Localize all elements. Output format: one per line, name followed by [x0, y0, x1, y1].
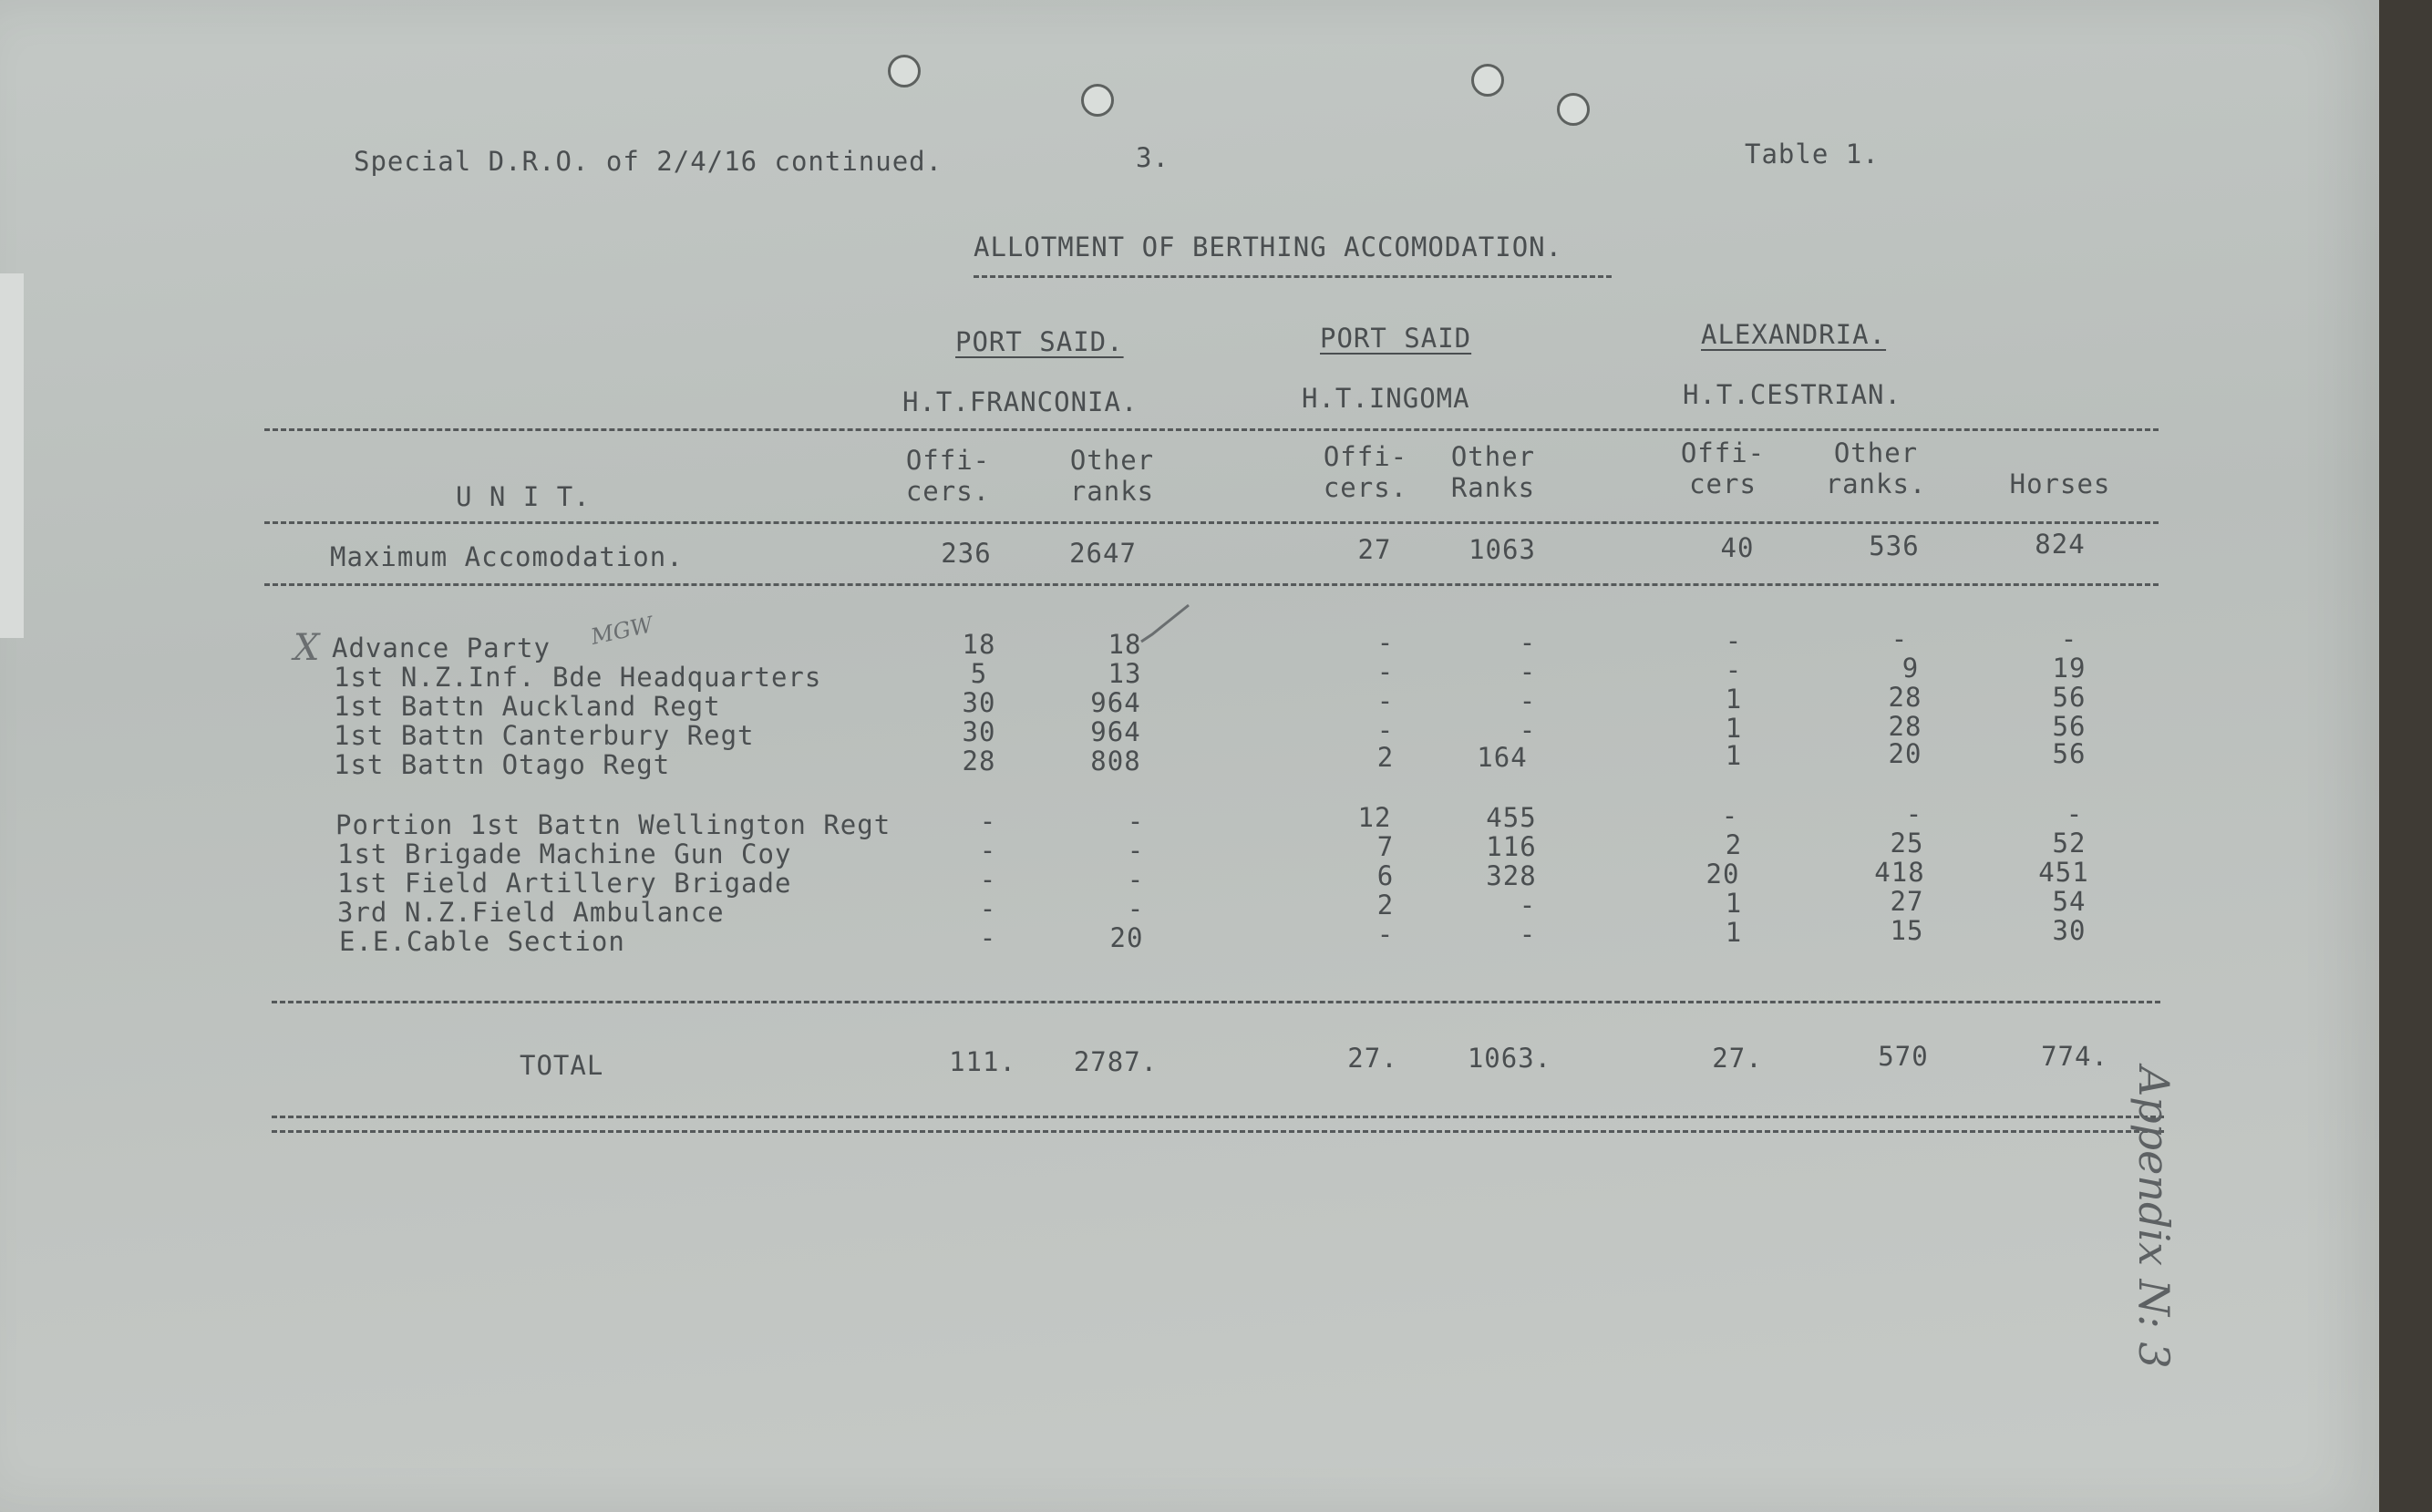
- handwritten-mark: X: [294, 627, 320, 669]
- column-header-horses: Horses: [2009, 468, 2111, 499]
- table-cell: -: [979, 922, 997, 953]
- column-header: cers: [1689, 468, 1757, 499]
- handwritten-appendix-note: Appendix N: 3: [2129, 1066, 2179, 1369]
- column-header: Offi-: [905, 445, 991, 476]
- port-heading: ALEXANDRIA.: [1701, 319, 1887, 350]
- table-rule: [264, 428, 2159, 431]
- unit-name: 1st Battn Auckland Regt: [334, 691, 721, 722]
- column-header: Offi-: [1680, 437, 1766, 468]
- ship-heading: H.T.CESTRIAN.: [1683, 379, 1901, 410]
- table-cell: 27: [1890, 886, 1924, 917]
- punch-hole: [1557, 93, 1590, 126]
- table-cell: 52: [2052, 828, 2087, 859]
- total-cell: 1063.: [1467, 1043, 1552, 1074]
- punch-hole: [1081, 84, 1114, 117]
- unit-name: Advance Party: [332, 633, 551, 663]
- column-header: Other: [1450, 441, 1536, 472]
- unit-name: 3rd N.Z.Field Ambulance: [337, 897, 725, 928]
- total-label: TOTAL: [520, 1050, 604, 1081]
- table-cell: 418: [1874, 857, 1925, 888]
- column-header: cers.: [905, 476, 991, 507]
- total-cell: 570: [1878, 1041, 1929, 1072]
- table-cell: -: [1519, 890, 1537, 921]
- table-cell: 56: [2052, 738, 2087, 769]
- table-cell: 18: [1108, 629, 1142, 660]
- table-cell: -: [1519, 685, 1537, 716]
- table-cell: 56: [2052, 682, 2087, 713]
- table-cell: 20: [1705, 859, 1740, 890]
- table-cell: -: [1127, 893, 1145, 924]
- total-cell: 2787.: [1073, 1046, 1159, 1077]
- table-cell: 30: [2052, 915, 2087, 946]
- table-cell: 6: [1376, 860, 1395, 891]
- maximum-cell: 824: [2035, 529, 2086, 560]
- table-cell: 15: [1890, 915, 1924, 946]
- table-cell: 1: [1725, 740, 1743, 771]
- table-rule: [272, 1001, 2160, 1003]
- table-cell: 19: [2052, 653, 2087, 684]
- table-cell: 455: [1486, 802, 1537, 833]
- unit-name: 1st Battn Otago Regt: [334, 749, 671, 780]
- table-cell: 30: [962, 687, 996, 718]
- table-cell: 328: [1486, 860, 1537, 891]
- column-header: ranks: [1069, 476, 1155, 507]
- table-cell: -: [1376, 627, 1395, 658]
- column-header: ranks.: [1825, 468, 1927, 499]
- table-cell: 12: [1357, 802, 1392, 833]
- table-rule: [264, 521, 2159, 524]
- table-cell: -: [2060, 623, 2078, 654]
- table-cell: 1: [1725, 713, 1743, 744]
- column-header: Other: [1833, 437, 1919, 468]
- unit-name: 1st Field Artillery Brigade: [337, 868, 792, 899]
- table-cell: -: [1725, 625, 1743, 656]
- page-edge: [0, 273, 24, 638]
- table-cell: 451: [2038, 857, 2089, 888]
- table-cell: 1: [1725, 917, 1743, 948]
- table-cell: 808: [1090, 746, 1141, 777]
- table-cell: 18: [962, 629, 996, 660]
- table-cell: -: [1376, 656, 1395, 687]
- table-cell: -: [1519, 627, 1537, 658]
- table-cell: -: [1519, 656, 1537, 687]
- table-cell: -: [1519, 919, 1537, 950]
- total-cell: 774.: [2041, 1041, 2108, 1072]
- maximum-label: Maximum Accomodation.: [330, 541, 684, 572]
- column-header: Ranks: [1450, 472, 1536, 503]
- table-cell: 30: [962, 716, 996, 747]
- table-cell: 54: [2052, 886, 2087, 917]
- ship-heading: H.T.FRANCONIA.: [902, 386, 1139, 417]
- document-title: ALLOTMENT OF BERTHING ACCOMODATION.: [974, 231, 1563, 262]
- table-cell: 56: [2052, 711, 2087, 742]
- column-header: Offi-: [1323, 441, 1408, 472]
- table-cell: -: [1905, 798, 1923, 829]
- handwritten-initials: MGW: [588, 612, 655, 650]
- table-label: Table 1.: [1745, 139, 1880, 170]
- table-cell: -: [1376, 715, 1395, 746]
- table-cell: 2: [1376, 890, 1395, 921]
- total-cell: 27.: [1712, 1043, 1763, 1074]
- table-cell: 164: [1477, 742, 1528, 773]
- table-rule: [272, 1116, 2164, 1118]
- table-cell: -: [1127, 864, 1145, 895]
- table-cell: 964: [1090, 716, 1141, 747]
- punch-hole: [888, 55, 921, 87]
- table-rule: [272, 1130, 2164, 1133]
- table-cell: 9: [1901, 653, 1920, 684]
- table-cell: 2: [1376, 742, 1395, 773]
- background-edge: [2379, 0, 2432, 1512]
- table-cell: 964: [1090, 687, 1141, 718]
- unit-name: 1st Brigade Machine Gun Coy: [337, 838, 792, 869]
- table-cell: 1: [1725, 888, 1743, 919]
- document-reference: Special D.R.O. of 2/4/16 continued.: [354, 146, 943, 177]
- maximum-cell: 1063: [1468, 534, 1536, 565]
- maximum-cell: 40: [1720, 532, 1755, 563]
- table-cell: 20: [1109, 922, 1144, 953]
- maximum-cell: 2647: [1069, 538, 1137, 569]
- port-heading: PORT SAID: [1320, 323, 1472, 354]
- punch-hole: [1471, 64, 1504, 97]
- maximum-cell: 27: [1357, 534, 1392, 565]
- table-cell: -: [979, 835, 997, 866]
- maximum-cell: 236: [941, 538, 992, 569]
- page-number: 3.: [1136, 142, 1170, 173]
- table-cell: -: [1721, 800, 1739, 831]
- table-cell: -: [1725, 654, 1743, 685]
- column-header: cers.: [1323, 472, 1408, 503]
- table-rule: [264, 583, 2159, 586]
- table-cell: 28: [1888, 711, 1922, 742]
- table-cell: 25: [1890, 828, 1924, 859]
- table-cell: -: [2066, 798, 2084, 829]
- maximum-cell: 536: [1869, 530, 1920, 561]
- unit-name: 1st N.Z.Inf. Bde Headquarters: [334, 662, 822, 693]
- column-header: Other: [1069, 445, 1155, 476]
- unit-name: E.E.Cable Section: [339, 926, 625, 957]
- port-heading: PORT SAID.: [955, 326, 1124, 357]
- table-cell: -: [979, 864, 997, 895]
- table-cell: 28: [1888, 682, 1922, 713]
- title-underline: [974, 275, 1612, 278]
- table-cell: -: [1376, 919, 1395, 950]
- table-cell: -: [979, 806, 997, 837]
- table-cell: 28: [962, 746, 996, 777]
- table-cell: -: [1519, 715, 1537, 746]
- column-header-unit: U N I T.: [456, 481, 591, 512]
- table-cell: 20: [1888, 738, 1922, 769]
- table-cell: -: [1891, 623, 1909, 654]
- table-cell: 5: [970, 658, 988, 689]
- table-cell: 1: [1725, 684, 1743, 715]
- table-cell: -: [1127, 835, 1145, 866]
- total-cell: 111.: [949, 1046, 1016, 1077]
- table-cell: -: [979, 893, 997, 924]
- table-cell: 13: [1108, 658, 1142, 689]
- ship-heading: H.T.INGOMA: [1302, 383, 1470, 414]
- table-cell: -: [1127, 806, 1145, 837]
- table-cell: -: [1376, 685, 1395, 716]
- total-cell: 27.: [1347, 1043, 1398, 1074]
- table-cell: 7: [1376, 831, 1395, 862]
- unit-name: Portion 1st Battn Wellington Regt: [335, 809, 891, 840]
- table-cell: 2: [1725, 829, 1743, 860]
- unit-name: 1st Battn Canterbury Regt: [334, 720, 755, 751]
- table-cell: 116: [1486, 831, 1537, 862]
